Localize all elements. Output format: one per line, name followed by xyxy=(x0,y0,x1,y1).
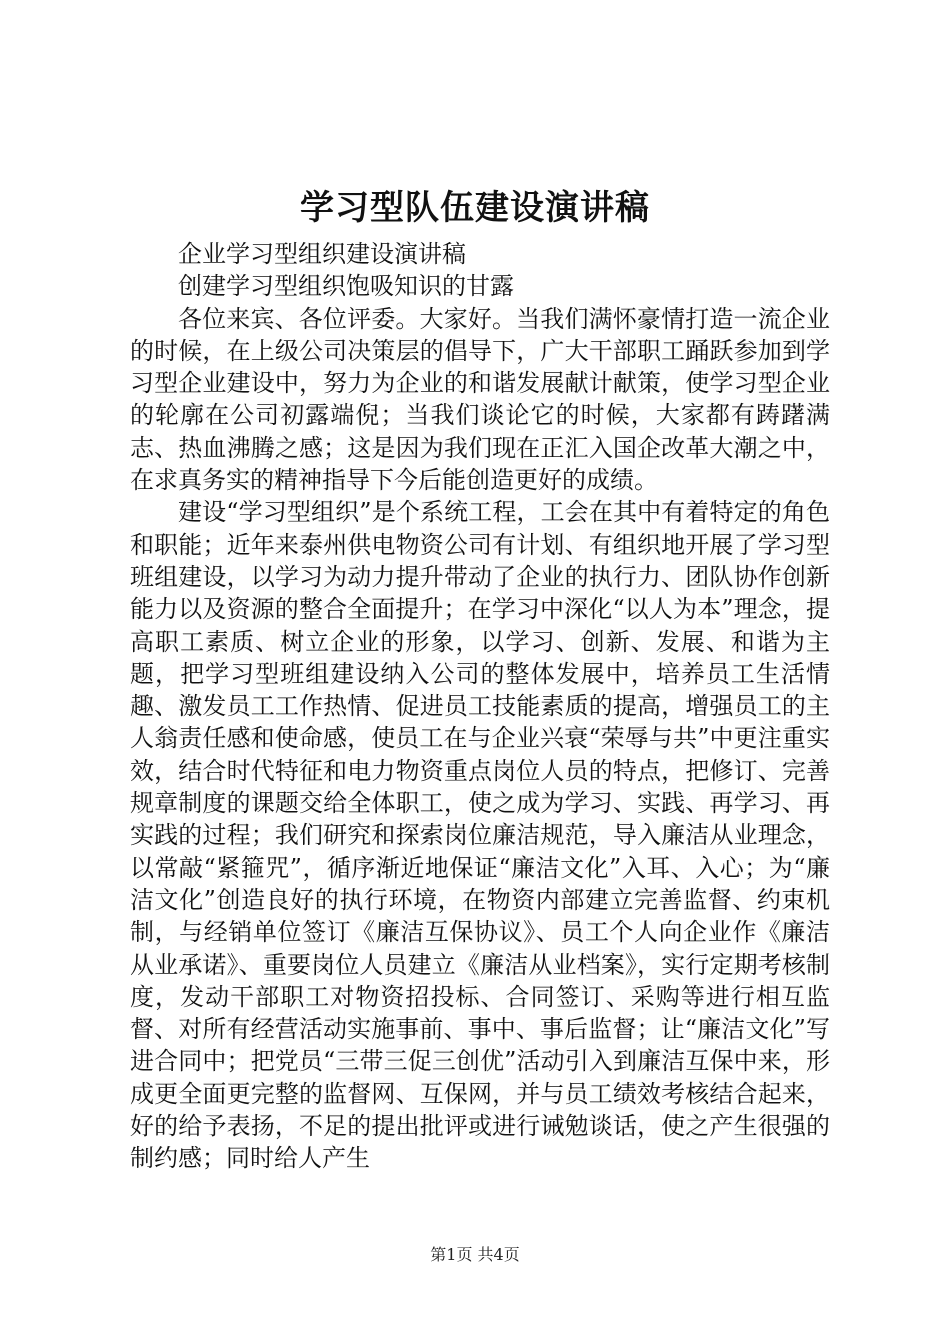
body-paragraph: 建设“学习型组织”是个系统工程，工会在其中有着特定的角色和职能；近年来泰州供电物资公司有计划、有组织地开展了学习型班组建设，以学习为动力提升带动了企业的执行力、团队协作创新能力以及资源的整合全面提升；在学习中深化“以人为本”理念，提高职工素质、树立企业的形象，以学习、创新、发展、和谐为主题，把学习型班组建设纳入公司的整体发展中，培养员工生活情趣、激发员工工作热情、促进员工技能素质的提高，增强员工的主人翁责任感和使命感，使员工在与企业兴衰“荣辱与共”中更注重实效，结合时代特征和电力物资重点岗位人员的特点，把修订、完善规章制度的课题交给全体职工，使之成为学习、实践、再学习、再实践的过程；我们研究和探索岗位廉洁规范，导入廉洁从业理念，以常敲“紧箍咒”，循序渐近地保证“廉洁文化”入耳、入心；为“廉洁文化”创造良好的执行环境，在物资内部建立完善监督、约束机制，与经销单位签订《廉洁互保协议》、员工个人向企业作《廉洁从业承诺》、重要岗位人员建立《廉洁从业档案》，实行定期考核制度，发动干部职工对物资招投标、合同签订、采购等进行相互监督、对所有经营活动实施事前、事中、事后监督；让“廉洁文化”写进合同中；把党员“三带三促三创优”活动引入到廉洁互保中来，形成更全面更完整的监督网、互保网，并与员工绩效考核结合起来，好的给予表扬，不足的提出批评或进行诫勉谈话，使之产生很强的制约感；同时给人产生 xyxy=(130,498,830,1173)
document-title: 学习型队伍建设演讲稿 xyxy=(300,188,650,228)
subtitle-line-2: 创建学习型组织饱吸知识的甘露 xyxy=(178,272,514,301)
page-number-footer: 第1页 共4页 xyxy=(430,1245,520,1264)
document-body xyxy=(130,238,830,1175)
subtitle-line-1: 企业学习型组织建设演讲稿 xyxy=(178,240,466,268)
body-paragraph: 各位来宾、各位评委。大家好。当我们满怀豪情打造一流企业的时候，在上级公司决策层的倡导下，广大干部职工踊跃参加到学习型企业建设中，努力为企业的和谐发展献计献策，使学习型企业的轮廓在公司初露端倪；当我们谈论它的时候，大家都有踌躇满志、热血沸腾之感；这是因为我们现在正汇入国企改革大潮之中，在求真务实的精神指导下今后能创造更好的成绩。 xyxy=(130,304,830,495)
